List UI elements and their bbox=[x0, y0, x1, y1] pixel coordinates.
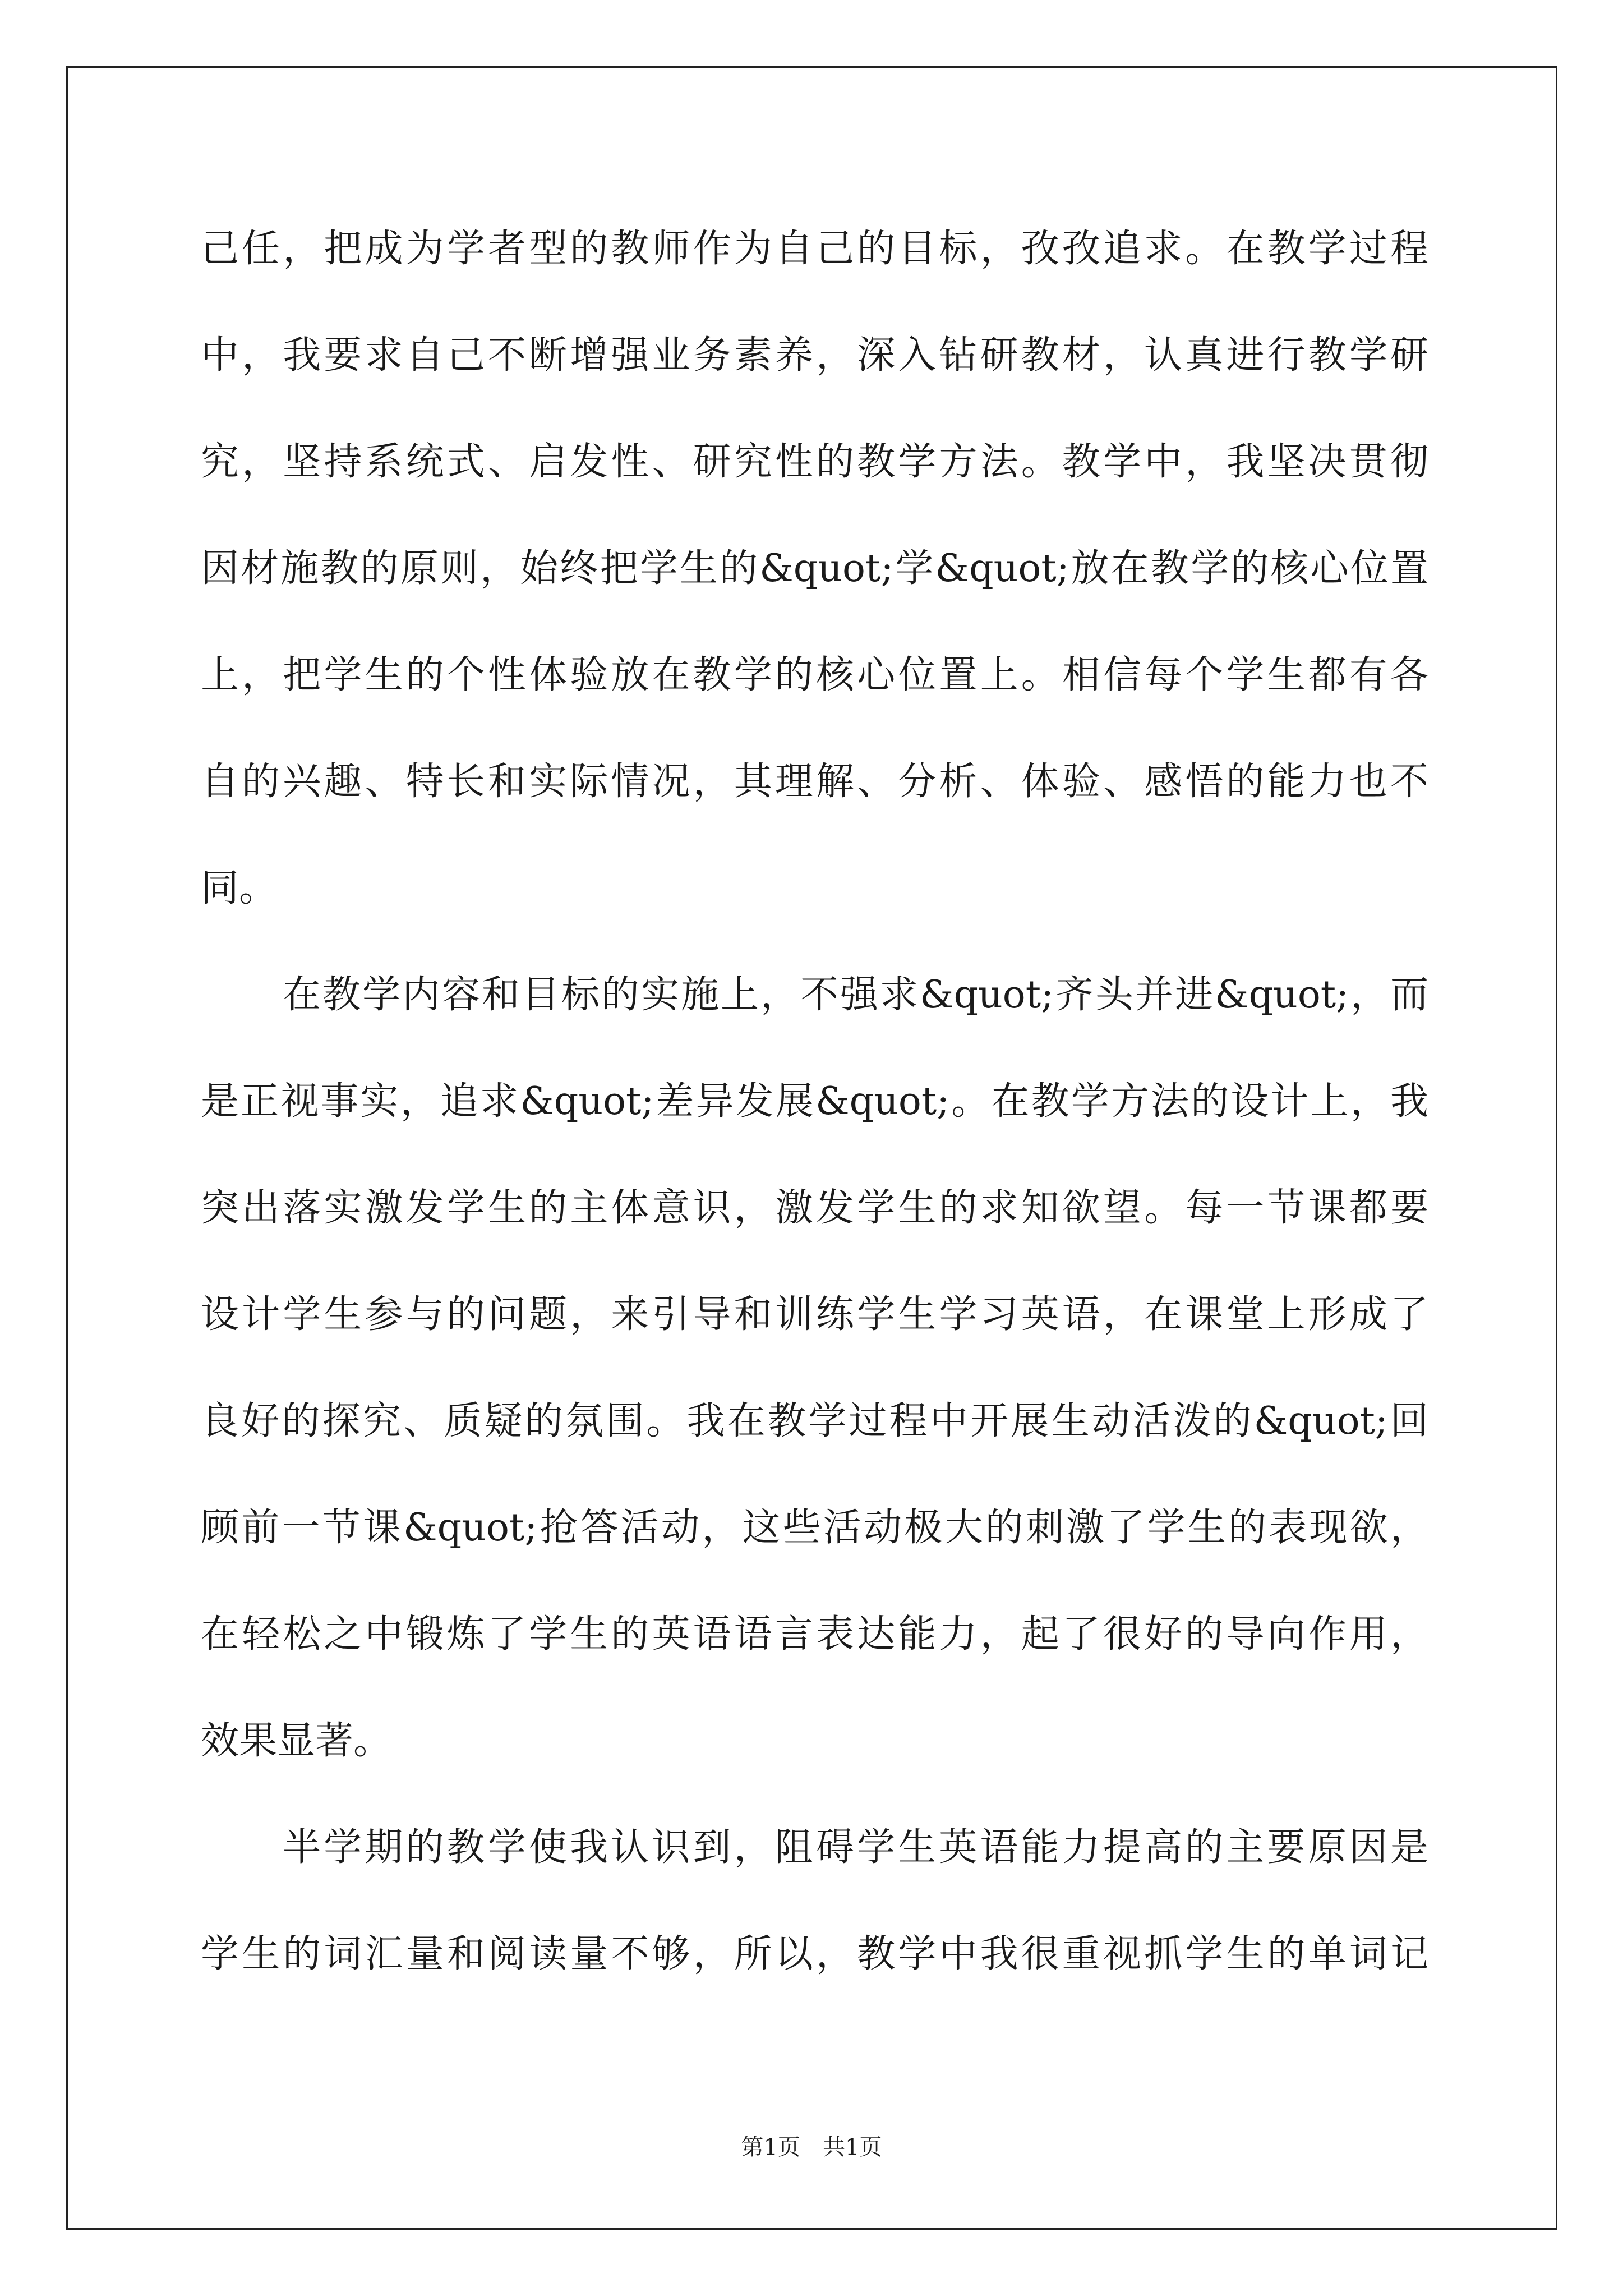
paragraph bbox=[201, 942, 1428, 1795]
text-line: 半学期的教学使我认识到，阻碍学生英语能力提高的主要原因是 bbox=[283, 1825, 1428, 1870]
text-line: 自的兴趣、特长和实际情况，其理解、分析、体验、感悟的能力也不 bbox=[201, 760, 1428, 804]
paragraph bbox=[201, 1795, 1428, 2008]
text-line: 己任，把成为学者型的教师作为自己的目标，孜孜追求。在教学过程 bbox=[201, 227, 1428, 271]
text-line: 在教学内容和目标的实施上，不强求&quot;齐头并进&quot;，而 bbox=[283, 973, 1428, 1017]
paragraph bbox=[201, 196, 1428, 942]
text-line: 究，坚持系统式、启发性、研究性的教学方法。教学中，我坚决贯彻 bbox=[201, 440, 1428, 484]
text-line: 上，把学生的个性体验放在教学的核心位置上。相信每个学生都有各 bbox=[201, 653, 1428, 697]
text-line: 突出落实激发学生的主体意识，激发学生的求知欲望。每一节课都要 bbox=[201, 1186, 1428, 1230]
page-footer: 第1页 共1页 bbox=[741, 2134, 882, 2160]
text-line: 效果显著。 bbox=[201, 1719, 392, 1763]
text-line: 因材施教的原则，始终把学生的&quot;学&quot;放在教学的核心位置 bbox=[201, 546, 1428, 591]
text-line: 中，我要求自己不断增强业务素养，深入钻研教材，认真进行教学研 bbox=[201, 333, 1428, 378]
text-line: 同。 bbox=[201, 866, 278, 910]
text-line: 设计学生参与的问题，来引导和训练学生学习英语，在课堂上形成了 bbox=[201, 1292, 1428, 1337]
text-line: 良好的探究、质疑的氛围。我在教学过程中开展生动活泼的&quot;回 bbox=[201, 1399, 1428, 1443]
text-line: 在轻松之中锻炼了学生的英语语言表达能力，起了很好的导向作用， bbox=[201, 1612, 1428, 1657]
text-line: 学生的词汇量和阅读量不够，所以，教学中我很重视抓学生的单词记 bbox=[201, 1932, 1428, 1976]
text-line: 顾前一节课&quot;抢答活动，这些活动极大的刺激了学生的表现欲， bbox=[201, 1506, 1428, 1550]
text-line: 是正视事实，追求&quot;差异发展&quot;。在教学方法的设计上，我 bbox=[201, 1079, 1428, 1124]
document-body bbox=[201, 196, 1428, 2008]
